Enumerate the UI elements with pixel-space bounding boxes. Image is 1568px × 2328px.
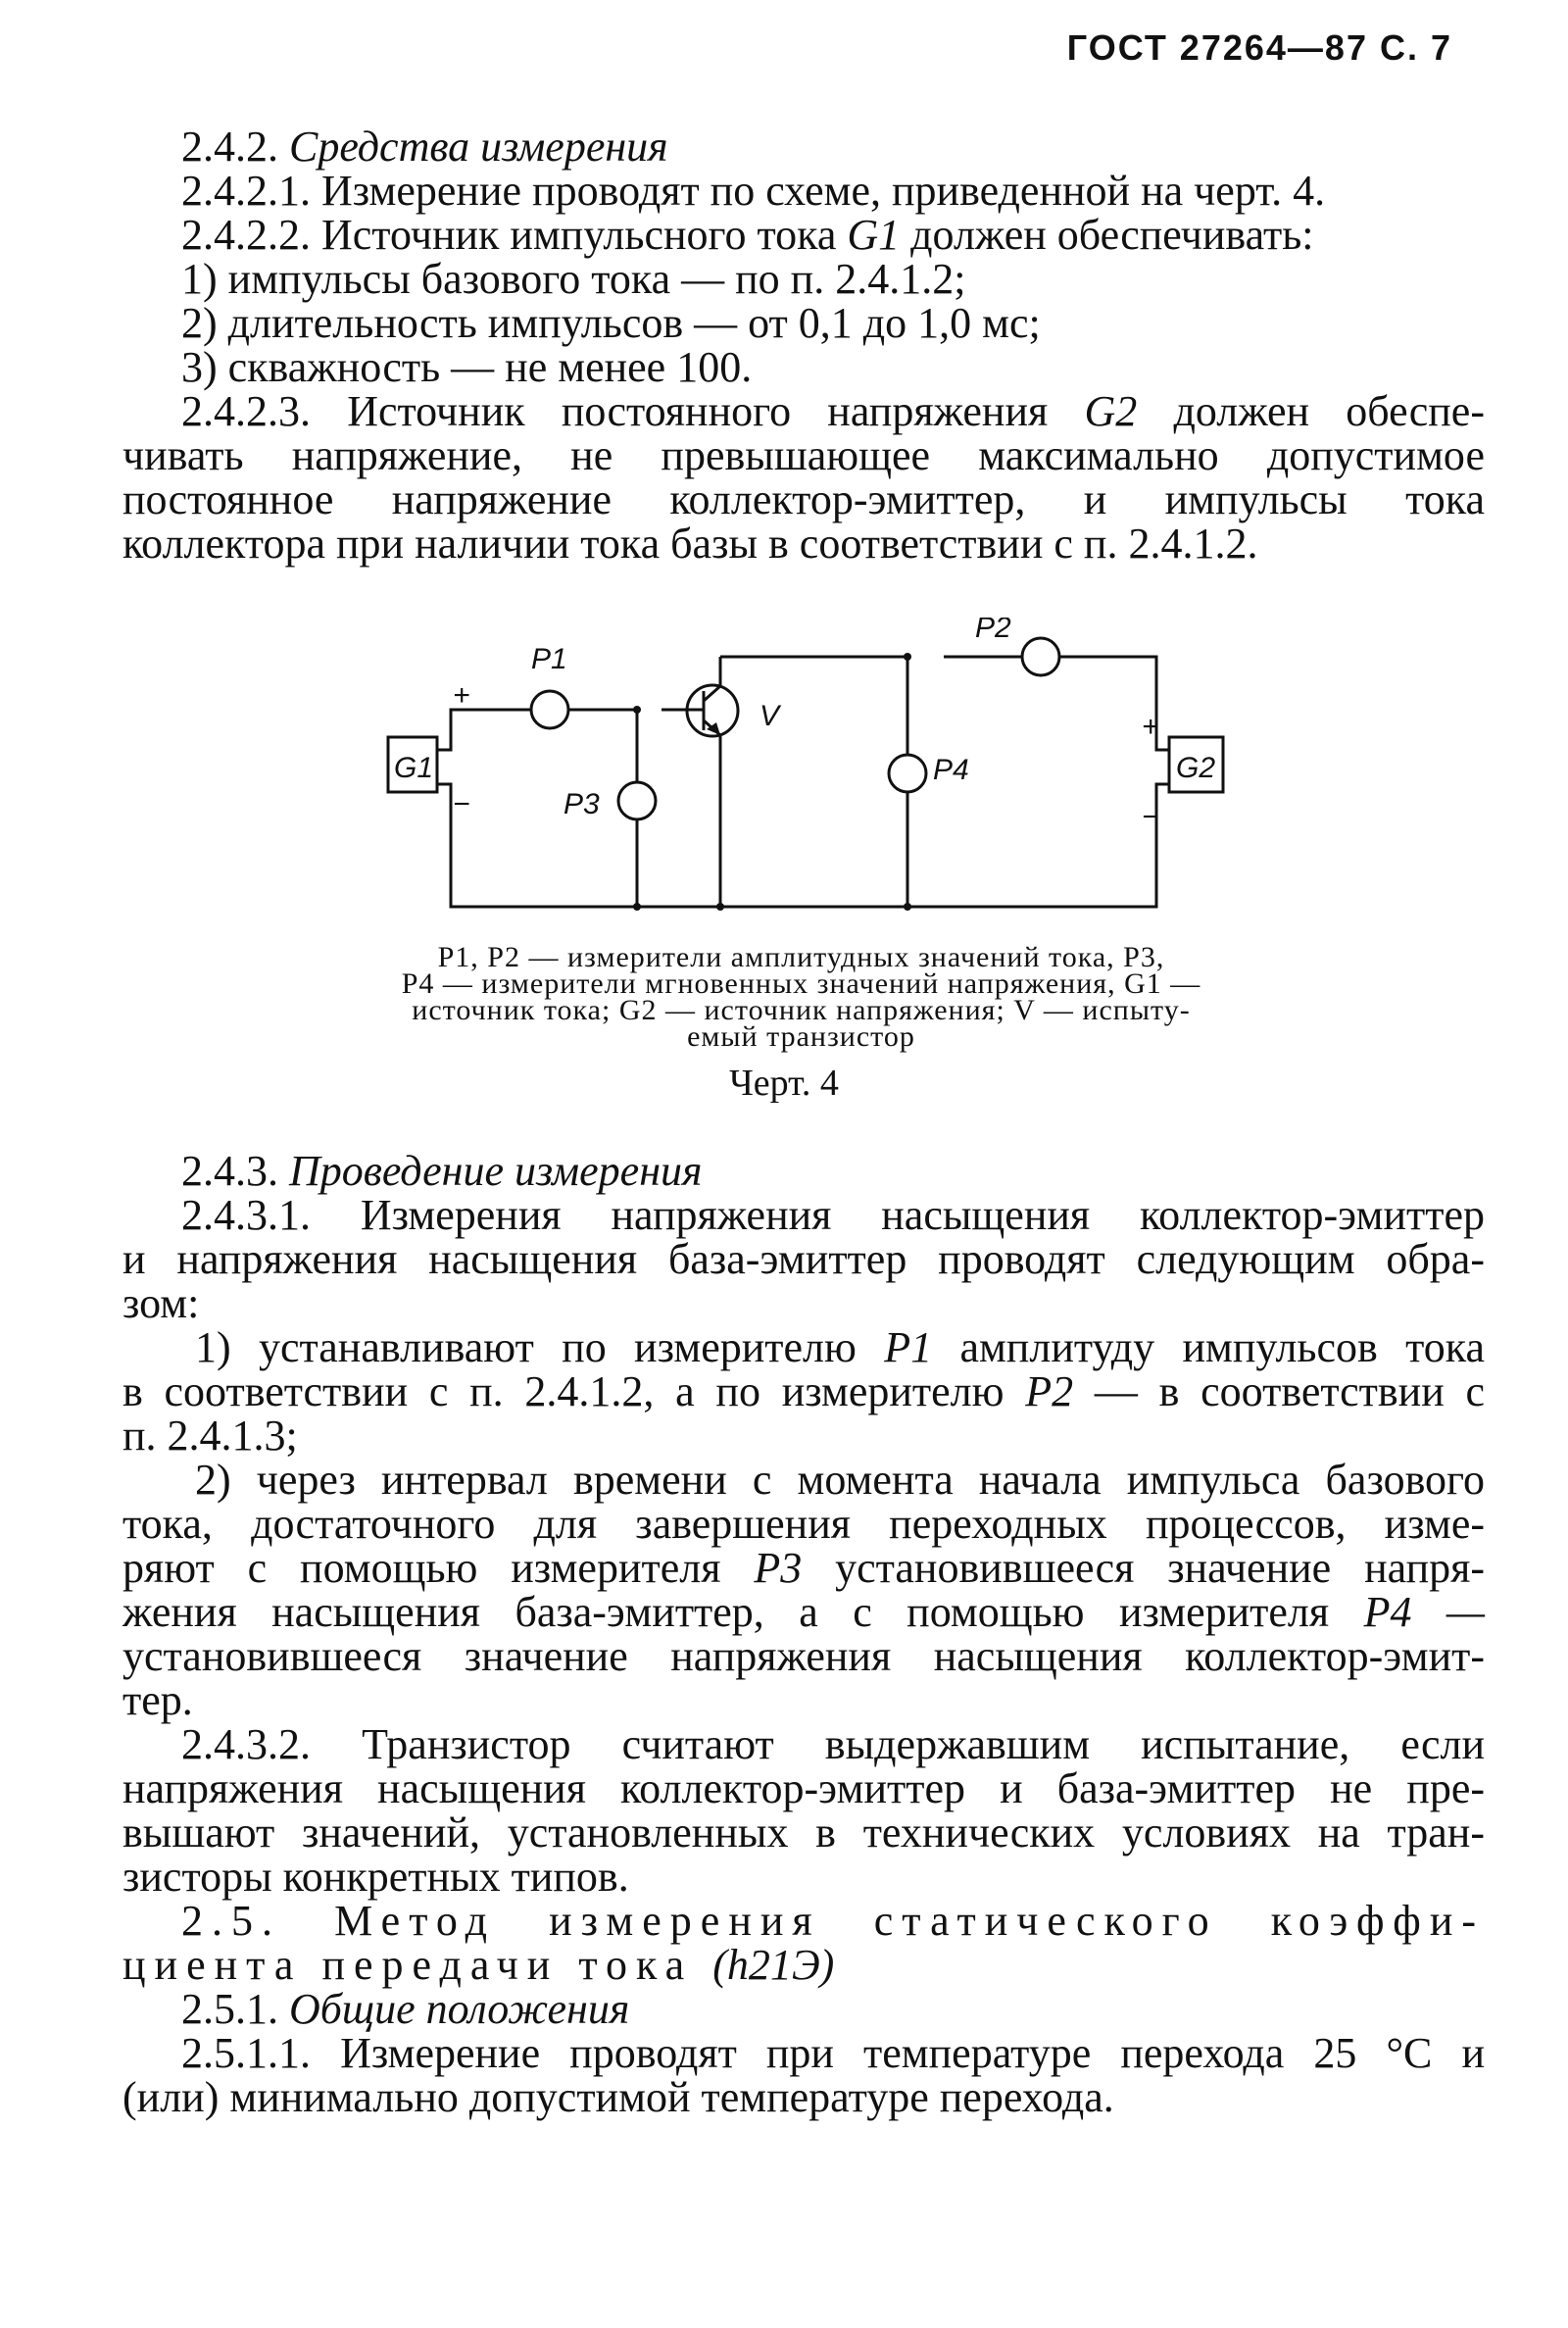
label-p4: P4 [933,754,969,786]
label-p2: P2 [975,618,1011,644]
figure-label: Черт. 4 [729,1063,839,1104]
section-heading: 2.4.2. Средства измерения [181,123,668,171]
section-heading: 2.5. Метод измерения статического коэффи- [181,1897,1486,1945]
section-heading: 2.5.1. Общие положения [181,1985,630,2033]
paragraph-line: зисторы конкретных типов. [122,1853,629,1901]
page-header: ГОСТ 27264—87 С. 7 [1066,27,1452,68]
label-v: V [760,700,780,732]
meter-p1 [531,691,568,728]
paragraph-line: тер. [122,1676,193,1724]
section-2-4-2 [122,124,1485,566]
section-heading-line: циента передачи тока (h21Э) [122,1941,835,1989]
meter-p2 [1022,638,1059,675]
paragraph-2-4-3-1: 2.4.3.1. Измерения напряжения насыщения коллектор-эмиттер [181,1191,1485,1239]
list-item: 1) устанавливают по измерителю P1 амплитуду импульсов тока [195,1323,1486,1371]
meter-p4 [889,755,926,792]
list-item: 3) скважность — не менее 100. [181,343,753,391]
paragraph-line: жения насыщения база-эмиттер, а с помощью измерителя P4 — [122,1588,1486,1636]
list-item: 2) длительность импульсов — от 0,1 до 1,0 мс; [181,299,1041,347]
figure-caption: P1, P2 — измерители амплитудных значений тока, P3, P4 — измерители мгновенных значений напряжения, G1 — источник тока; G2 — источник напряжения; V — испыту- емый транзистор [401,941,1201,1053]
paragraph-line: в соответствии с п. 2.4.1.2, а по измерителю P2 — в соответствии с [122,1367,1486,1415]
paragraph-line: зом: [122,1279,200,1327]
label-p3: P3 [564,788,600,820]
minus-sign: − [453,788,470,820]
meter-p3 [618,782,656,819]
paragraph-line: ряют с помощью измерителя P3 установившееся значение напря- [122,1544,1486,1592]
list-item: 1) импульсы базового тока — по п. 2.4.1.2; [181,255,966,303]
paragraph-2-4-2-3: 2.4.2.3. Источник постоянного напряжения G2 должен обеспе- [181,387,1485,435]
minus-sign: − [1142,801,1159,833]
paragraph-line: (или) минимально допустимой температуре перехода. [122,2073,1114,2121]
label-g1: G1 [394,752,434,784]
paragraph-2-4-2-2: 2.4.2.2. Источник импульсного тока G1 должен обеспечивать: [181,211,1314,259]
paragraph-line: тока, достаточного для завершения переходных процессов, изме- [122,1500,1485,1548]
section-heading: 2.4.3. Проведение измерения [181,1147,703,1195]
paragraph-line: вышают значений, установленных в технических условиях на тран- [122,1808,1485,1857]
paragraph-line: и напряжения насыщения база-эмиттер проводят следующим обра- [122,1235,1485,1283]
paragraph-line: коллектора при наличии тока базы в соответствии с п. 2.4.1.2. [122,520,1258,568]
section-2-4-3 [122,1149,1485,2119]
paragraph-2-4-2-1: 2.4.2.1. Измерение проводят по схеме, приведенной на черт. 4. [181,167,1326,215]
circuit-diagram [372,618,1254,941]
list-item: 2) через интервал времени с момента начала импульса базового [195,1456,1485,1504]
label-g2: G2 [1176,752,1216,784]
plus-sign: + [1142,711,1159,743]
paragraph-line: п. 2.4.1.3; [122,1412,298,1460]
plus-sign: + [453,679,470,712]
paragraph-line: напряжения насыщения коллектор-эмиттер и база-эмиттер не пре- [122,1764,1485,1812]
label-p1: P1 [531,643,567,675]
paragraph-2-4-3-2: 2.4.3.2. Транзистор считают выдержавшим испытание, если [181,1720,1485,1768]
paragraph-line: постоянное напряжение коллектор-эмиттер, и импульсы тока [122,475,1485,523]
paragraph-line: чивать напряжение, не превышающее максимально допустимое [122,431,1485,479]
paragraph-2-5-1-1: 2.5.1.1. Измерение проводят при температуре перехода 25 °С и [181,2029,1485,2077]
paragraph-line: установившееся значение напряжения насыщения коллектор-эмит- [122,1632,1485,1680]
